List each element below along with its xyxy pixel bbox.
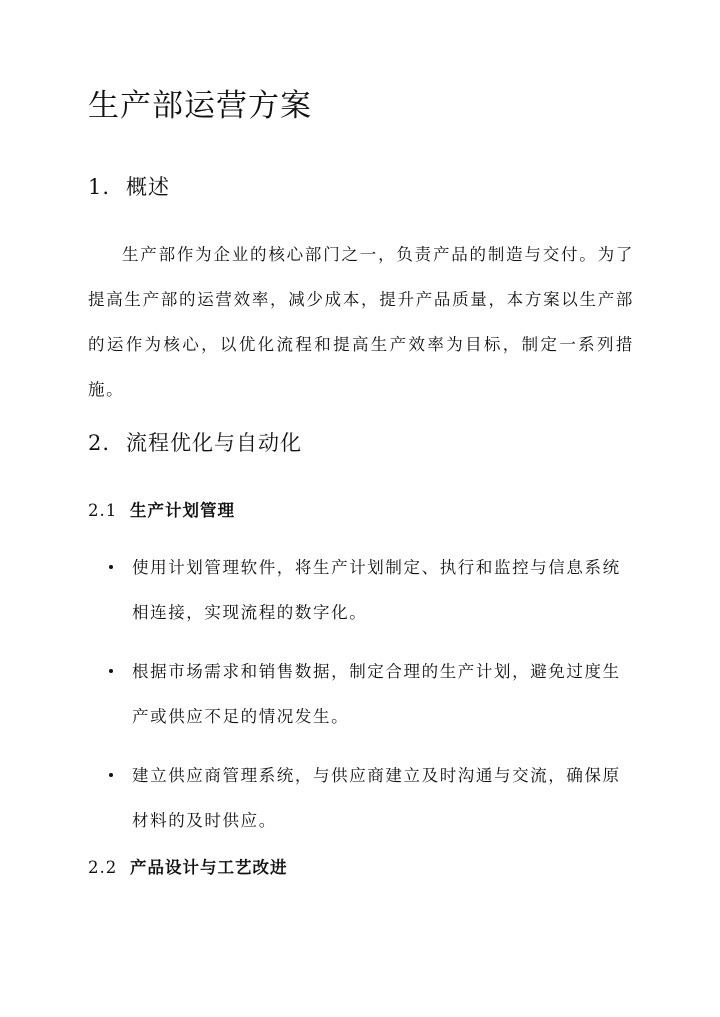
- subsection-heading-production-planning: [88, 498, 235, 524]
- section-heading-process-optimization: [88, 428, 302, 458]
- bullet-icon: [109, 565, 113, 569]
- section-title: 流程优化与自动化: [126, 431, 302, 455]
- bullet-text: 根据市场需求和销售数据，制定合理的生产计划，避免过度生产或供应不足的情况发生。: [132, 662, 621, 726]
- section-title: 概述: [126, 175, 170, 199]
- overview-paragraph: 生产部作为企业的核心部门之一，负责产品的制造与交付。为了提高生产部的运营效率，减少成本，提升产品质量，本方案以生产部的运作为核心，以优化流程和提高生产效率为目标，制定一系列措施。: [88, 245, 634, 399]
- bullet-icon: [109, 669, 113, 673]
- section-number: 1.: [88, 175, 111, 199]
- section-number: 2.: [88, 431, 111, 455]
- subsection-number: 2.2: [88, 858, 118, 877]
- list-item: [88, 753, 634, 843]
- section-heading-overview: [88, 172, 170, 202]
- production-planning-bullets: [88, 545, 634, 857]
- subsection-number: 2.1: [88, 501, 118, 520]
- bullet-text: 使用计划管理软件，将生产计划制定、执行和监控与信息系统相连接，实现流程的数字化。: [132, 558, 621, 622]
- list-item: [88, 545, 634, 635]
- subsection-heading-product-design: [88, 855, 288, 881]
- bullet-icon: [109, 773, 113, 777]
- list-item: [88, 649, 634, 739]
- document-title: 生产部运营方案: [88, 88, 312, 124]
- bullet-text: 建立供应商管理系统，与供应商建立及时沟通与交流，确保原材料的及时供应。: [132, 766, 621, 830]
- subsection-title: 产品设计与工艺改进: [130, 858, 288, 877]
- subsection-title: 生产计划管理: [130, 501, 235, 520]
